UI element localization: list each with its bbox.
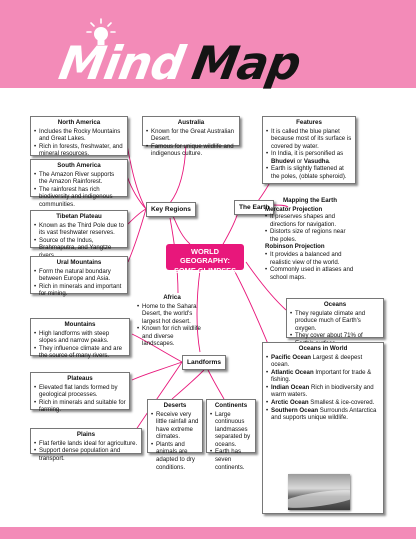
title-mind: Mind [55, 36, 188, 90]
mountains-title: Mountains [64, 321, 96, 328]
list-item: • Elevated flat lands formed by geological processes. [34, 384, 126, 399]
list-item: • Earth is slightly flattened at the poles, (oblate spheroid). [266, 165, 352, 180]
list-item [266, 384, 380, 399]
list-item [266, 399, 380, 407]
ocean-text: Rich in biodiversity and warm waters. [271, 383, 374, 399]
south-america-title: South America [57, 162, 101, 169]
list-item: • Earth has seven continents. [210, 448, 252, 471]
box-tibetan-plateau [30, 210, 128, 252]
branch-landforms [182, 355, 226, 370]
ocean-text: Important for trade & fishing. [271, 368, 372, 384]
list-item: • The rainforest has rich biodiversity and indigenous communities. [34, 186, 124, 209]
list-item: • Support dense population and transport. [34, 447, 138, 462]
list-item: • Known for the Great Australian Desert. [146, 128, 236, 143]
features-text: In India, it is personified as [271, 150, 344, 158]
plateaus-title: Plateaus [67, 375, 93, 382]
mapping-title: Mapping the Earth [283, 197, 337, 204]
list-item: • Includes the Rocky Mountains and Great Lakes. [34, 128, 124, 143]
box-africa [134, 292, 210, 348]
ocean-text: Smallest & ice-covered. [308, 398, 375, 406]
branch-the-earth-label: The Earth [239, 204, 270, 211]
list-item: • Plants and animals are adapted to dry conditions. [151, 441, 199, 471]
oceans-title: Oceans [323, 301, 347, 308]
ocean-name: Atlantic Ocean [271, 368, 314, 376]
plains-title: Plains [76, 431, 96, 438]
list-item: • Flat fertile lands ideal for agriculture. [34, 440, 138, 448]
list-item: • It preserves shapes and directions for navigation. [265, 213, 355, 228]
features-vasudha: Vasudha [303, 157, 329, 165]
oceans-world-title: Oceans in World [298, 345, 348, 352]
features-text: or [295, 157, 304, 165]
continents-title: Continents [214, 402, 248, 409]
list-item: • Commonly used in atlases and school maps. [265, 266, 355, 281]
list-item: • Rich in forests, freshwater, and mineral resources. [34, 143, 124, 158]
central-topic-line2: SOME GLIMPSES [173, 265, 236, 275]
list-item: • Large continuous landmasses separated by oceans. [210, 411, 252, 449]
box-features [262, 116, 356, 184]
list-item: • Known for rich wildlife and diverse landscapes. [137, 325, 207, 348]
branch-key-regions [146, 202, 196, 217]
list-item: • Receive very little rainfall and have extreme climates. [151, 411, 199, 441]
branch-key-regions-label: Key Regions [151, 206, 191, 213]
list-item: • Distorts size of regions near the poles. [265, 228, 355, 243]
list-item: • They cover about 71% of [290, 332, 380, 347]
box-ural-mountains [30, 256, 128, 298]
box-australia [142, 116, 240, 158]
list-item: • Form the natural boundary between Europe and Asia. [34, 268, 124, 283]
list-item: • It provides a balanced and realistic view of the world. [265, 251, 355, 266]
box-south-america [30, 159, 128, 208]
list-item: • Home to the Sahara Desert, the world's largest hot desert. [137, 303, 207, 326]
ocean-name: Southern Ocean [271, 406, 319, 414]
features-text: . [328, 157, 331, 165]
ocean-text: Largest & deepest ocean. [271, 353, 363, 369]
box-continents [206, 399, 256, 471]
list-item [266, 369, 380, 384]
box-mountains [30, 318, 130, 360]
tibetan-plateau-title: Tibetan Plateau [56, 213, 102, 220]
central-topic-line1: WORLD GEOGRAPHY: [180, 247, 230, 266]
list-item [266, 354, 380, 369]
list-item: • Famous for unique wildlife and indigenous culture. [146, 143, 236, 158]
list-item: • They influence climate and are the source of many rivers. [34, 345, 126, 360]
features-title: Features [296, 119, 322, 126]
box-mapping-earth [262, 195, 358, 291]
deserts-title: Deserts [163, 402, 187, 409]
robinson-heading: Robinson Projection [265, 243, 325, 251]
list-item: • They regulate climate and produce much of Earth's oxygen. [290, 310, 380, 333]
list-item: • The Amazon River supports the Amazon Rainforest. [34, 171, 124, 186]
ocean-name: Pacific Ocean [271, 353, 311, 361]
list-item: • Rich in minerals and suitable for farming. [34, 399, 126, 414]
box-plateaus [30, 372, 130, 414]
list-item: • Rich in minerals and important for mining. [34, 283, 124, 298]
ural-mountains-title: Ural Mountains [56, 259, 102, 266]
australia-title: Australia [177, 119, 205, 126]
list-item: • Known as the Third Pole due to its vast freshwater reserves. [34, 222, 124, 237]
ocean-name: Indian Ocean [271, 383, 310, 391]
branch-landforms-label: Landforms [187, 359, 222, 366]
title-map: Map [188, 36, 305, 90]
ocean-wave-photo [288, 474, 350, 510]
box-deserts [147, 399, 203, 471]
mercator-heading: Mercator Projection [265, 205, 323, 213]
list-item: • High landforms with steep slopes and narrow peaks. [34, 330, 126, 345]
box-plains [30, 428, 142, 462]
box-oceans [286, 298, 384, 338]
ocean-name: Arctic Ocean [271, 398, 309, 406]
features-bhudevi: Bhudevi [271, 157, 296, 165]
list-item: • Source of the Indus, Brahmaputra, and Yangtze [34, 237, 124, 260]
ocean-text: Surrounds Antarctica and supports unique wildlife. [271, 406, 377, 422]
north-america-title: North America [57, 119, 101, 126]
list-item [266, 150, 352, 165]
list-item: • It is called the blue planet because most of its surface is covered by water. [266, 128, 352, 151]
box-north-america [30, 116, 128, 156]
africa-title: Africa [163, 294, 181, 301]
list-item [266, 407, 380, 422]
central-topic [166, 244, 244, 275]
